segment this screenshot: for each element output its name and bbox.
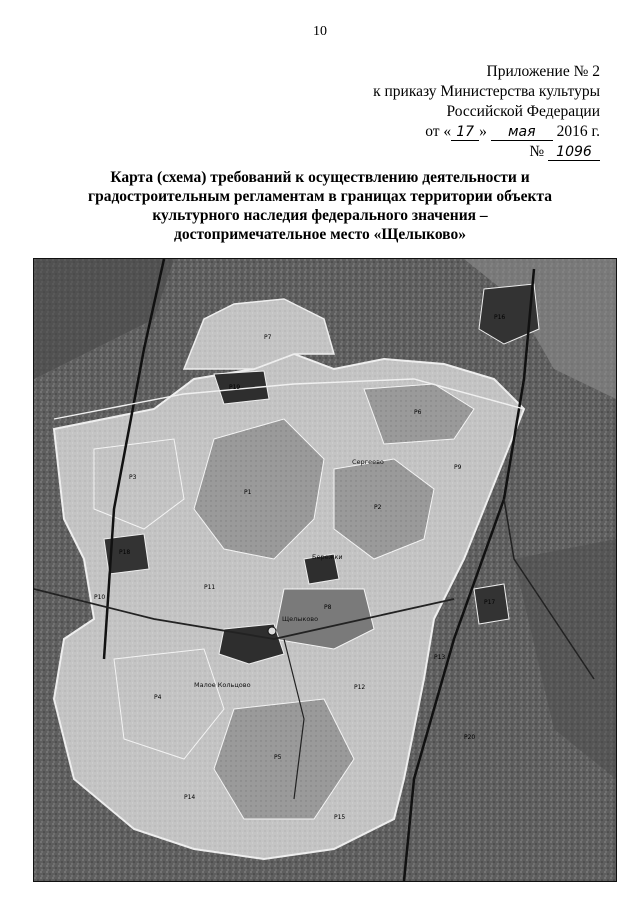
- zone-label: P18: [119, 549, 131, 556]
- zone-label: P2: [374, 504, 382, 511]
- map-svg: [34, 259, 616, 881]
- zone-label: P6: [414, 409, 422, 416]
- title-line-1: Карта (схема) требований к осуществлению деятельности и: [110, 169, 530, 186]
- date-year: 2016 г.: [556, 123, 600, 140]
- territory-map: [33, 258, 617, 882]
- place-label-berezhki: Бережки: [312, 553, 343, 561]
- date-prefix: от «: [425, 123, 452, 140]
- zone-label: P20: [464, 734, 476, 741]
- place-label-sergeevo: Сергеево: [352, 458, 384, 466]
- appendix-date: [300, 122, 600, 142]
- zone-label: P17: [484, 599, 496, 606]
- zone-label: P4: [154, 694, 162, 701]
- pond-marker: [268, 627, 276, 635]
- zone-label: P14: [184, 794, 196, 801]
- place-label-maloe-koltsovo: Малое Кольцово: [194, 681, 251, 689]
- title-line-2: градостроительным регламентам в границах территории объекта: [88, 188, 552, 205]
- title-line-4: достопримечательное место «Щелыково»: [174, 226, 466, 243]
- appendix-line-1: Приложение № 2: [486, 63, 600, 80]
- date-day: 17: [451, 124, 479, 141]
- appendix-line-3: Российской Федерации: [446, 103, 600, 120]
- zone-label: P9: [454, 464, 462, 471]
- zone-label: P12: [354, 684, 366, 691]
- zone-label: P19: [229, 384, 241, 391]
- title-line-3: культурного наследия федерального значения –: [152, 207, 488, 224]
- zone-label: P5: [274, 754, 282, 761]
- place-label-shchelykovo: Щелыково: [282, 615, 319, 623]
- zone-label: P1: [244, 489, 252, 496]
- date-month: мая: [491, 124, 553, 141]
- zone-label: P8: [324, 604, 332, 611]
- zone-label: P15: [334, 814, 346, 821]
- zone-label: P13: [434, 654, 446, 661]
- zone-label: P11: [204, 584, 216, 591]
- page-number: 10: [313, 24, 327, 39]
- zone-label: P3: [129, 474, 137, 481]
- document-title: [60, 168, 580, 244]
- appendix-number: [300, 142, 600, 162]
- date-mid: »: [479, 123, 487, 140]
- number-prefix: №: [529, 143, 545, 160]
- zone-label: P7: [264, 334, 272, 341]
- order-number: 1096: [548, 144, 600, 161]
- appendix-line-2: к приказу Министерства культуры: [373, 83, 600, 100]
- zone-label: P10: [94, 594, 106, 601]
- appendix-block: [300, 62, 600, 162]
- zone-label: P16: [494, 314, 506, 321]
